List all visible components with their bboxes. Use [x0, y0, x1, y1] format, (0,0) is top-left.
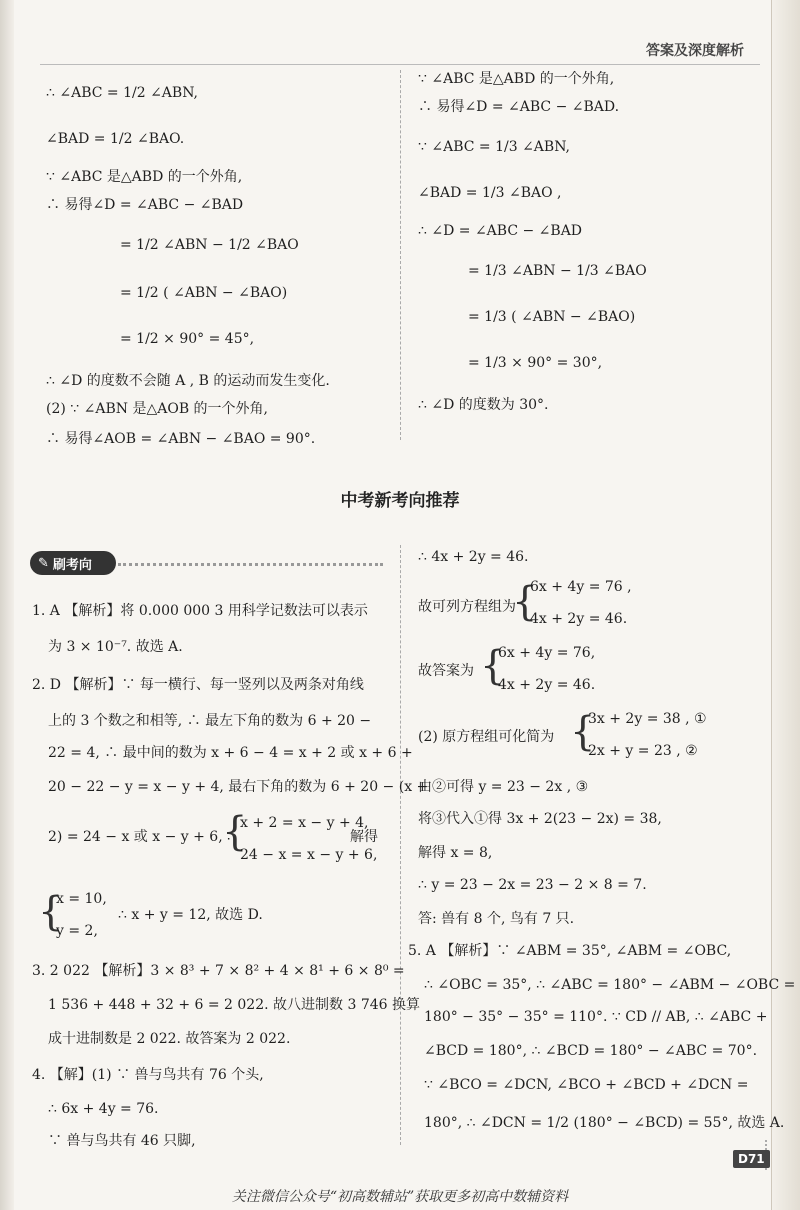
answer-line: 将③代入①得 3x + 2(23 − 2x) = 38,	[418, 811, 662, 827]
equation-line: 4x + 2y = 46.	[530, 611, 628, 627]
answer-line: (2) 原方程组可化简为	[418, 729, 555, 745]
pencil-icon: ✎	[38, 555, 49, 571]
text-line: = 1/2 ( ∠ABN − ∠BAO)	[120, 285, 288, 301]
text-line: ∴ ∠D = ∠ABC − ∠BAD	[418, 223, 583, 239]
equation-line: x + 2 = x − y + 4,	[240, 815, 369, 831]
page-header: 答案及深度解析	[646, 43, 744, 59]
left-brace: {	[512, 579, 538, 625]
answer-line: 3. 2 022 【解析】3 × 8³ + 7 × 8² + 4 × 8¹ + 6 × 8⁰ =	[32, 963, 405, 979]
text-line: = 1/2 × 90° = 45°,	[120, 331, 255, 347]
answer-line: 故可列方程组为	[418, 599, 516, 615]
answer-line: 1 536 + 448 + 32 + 6 = 2 022. 故八进制数 3 746 换算	[48, 997, 421, 1013]
text-line: ∴ 易得∠AOB = ∠ABN − ∠BAO = 90°.	[46, 431, 316, 447]
answer-line: ∴ y = 23 − 2x = 23 − 2 × 8 = 7.	[418, 877, 647, 893]
answer-line: 由②可得 y = 23 − 2x , ③	[418, 779, 589, 795]
answer-line: 答: 兽有 8 个, 鸟有 7 只.	[418, 911, 575, 927]
text-line: = 1/2 ∠ABN − 1/2 ∠BAO	[120, 237, 299, 253]
column-divider	[400, 70, 401, 440]
answer-line: ∴ ∠OBC = 35°, ∴ ∠ABC = 180° − ∠ABM − ∠OBC =	[424, 977, 796, 993]
text-line: ∴ ∠D 的度数为 30°.	[418, 397, 549, 413]
text-line: ∴ ∠ABC = 1/2 ∠ABN,	[46, 85, 199, 101]
page-right-edge	[771, 0, 800, 1210]
text-line: ∴ 易得∠D = ∠ABC − ∠BAD.	[418, 99, 620, 115]
answer-line: ∵ 兽与鸟共有 46 只脚,	[48, 1133, 196, 1149]
answer-line: 22 = 4, ∴ 最中间的数为 x + 6 − 4 = x + 2 或 x + 6 +	[48, 745, 413, 761]
left-brace: {	[222, 809, 248, 855]
left-brace: {	[480, 643, 506, 689]
answer-line: 2) = 24 − x 或 x − y + 6, ∴	[48, 829, 237, 845]
section-badge	[30, 551, 116, 575]
equation-line: 6x + 4y = 76 ,	[530, 579, 632, 595]
text-line: ∵ ∠ABC 是△ABD 的一个外角,	[418, 71, 615, 87]
answer-line: ∠BCD = 180°, ∴ ∠BCD = 180° − ∠ABC = 70°.	[424, 1043, 758, 1059]
answer-line: 解得	[350, 829, 378, 845]
text-line: ∵ ∠ABC = 1/3 ∠ABN,	[418, 139, 571, 155]
dotted-rule	[118, 563, 383, 566]
equation-line: 6x + 4y = 76,	[498, 645, 596, 661]
text-line: ∠BAD = 1/2 ∠BAO.	[46, 131, 185, 147]
answer-line: 解得 x = 8,	[418, 845, 493, 861]
answer-line: ∵ ∠BCO = ∠DCN, ∠BCO + ∠BCD + ∠DCN =	[424, 1077, 749, 1093]
equation-line: 3x + 2y = 38 , ①	[588, 711, 707, 727]
section-title: 中考新考向推荐	[340, 491, 460, 511]
answer-line: 20 − 22 − y = x − y + 4, 最右下角的数为 6 + 20 − (x +	[48, 779, 429, 795]
answer-line: ∴ 4x + 2y = 46.	[418, 549, 529, 565]
equation-line: 24 − x = x − y + 6,	[240, 847, 378, 863]
text-line: ∴ ∠D 的度数不会随 A , B 的运动而发生变化.	[46, 373, 330, 389]
answer-line: 180° − 35° − 35° = 110°. ∵ CD // AB, ∴ ∠ABC +	[424, 1009, 768, 1025]
text-line: = 1/3 ( ∠ABN − ∠BAO)	[468, 309, 636, 325]
footer-note: 关注微信公众号“初高数辅站”获取更多初高中数辅资料	[231, 1189, 569, 1205]
text-line: = 1/3 × 90° = 30°,	[468, 355, 603, 371]
answer-line: 上的 3 个数之和相等, ∴ 最左下角的数为 6 + 20 −	[48, 713, 372, 729]
answer-line: 故答案为	[418, 663, 474, 679]
text-line: ∴ 易得∠D = ∠ABC − ∠BAD	[46, 197, 244, 213]
answer-line: 为 3 × 10⁻⁷. 故选 A.	[48, 639, 183, 655]
answer-line: 1. A 【解析】将 0.000 000 3 用科学记数法可以表示	[32, 603, 368, 619]
answer-line: 180°, ∴ ∠DCN = 1/2 (180° − ∠BCD) = 55°, 故选 A.	[424, 1115, 785, 1131]
equation-line: y = 2,	[56, 923, 98, 939]
page-number: D71	[733, 1150, 770, 1168]
answer-line: 2. D 【解析】∵ 每一横行、每一竖列以及两条对角线	[32, 677, 364, 693]
page-binding-edge	[0, 0, 14, 1210]
equation-line: 4x + 2y = 46.	[498, 677, 596, 693]
equation-line: 2x + y = 23 , ②	[588, 743, 698, 759]
badge-label: 刷考向	[52, 557, 92, 573]
header-rule	[40, 64, 760, 65]
column-divider	[400, 545, 401, 1145]
equation-line: x = 10,	[56, 891, 107, 907]
left-brace: {	[570, 709, 596, 755]
text-line: = 1/3 ∠ABN − 1/3 ∠BAO	[468, 263, 647, 279]
text-line: ∵ ∠ABC 是△ABD 的一个外角,	[46, 169, 243, 185]
answer-line: ∴ x + y = 12, 故选 D.	[118, 907, 263, 923]
left-brace: {	[38, 889, 64, 935]
answer-line: 5. A 【解析】∵ ∠ABM = 35°, ∠ABM = ∠OBC,	[408, 943, 732, 959]
answer-line: 成十进制数是 2 022. 故答案为 2 022.	[48, 1031, 291, 1047]
answer-line: 4. 【解】(1) ∵ 兽与鸟共有 76 个头,	[32, 1067, 264, 1083]
answer-line: ∴ 6x + 4y = 76.	[48, 1101, 159, 1117]
text-line: ∠BAD = 1/3 ∠BAO ,	[418, 185, 562, 201]
text-line: (2) ∵ ∠ABN 是△AOB 的一个外角,	[46, 401, 269, 417]
